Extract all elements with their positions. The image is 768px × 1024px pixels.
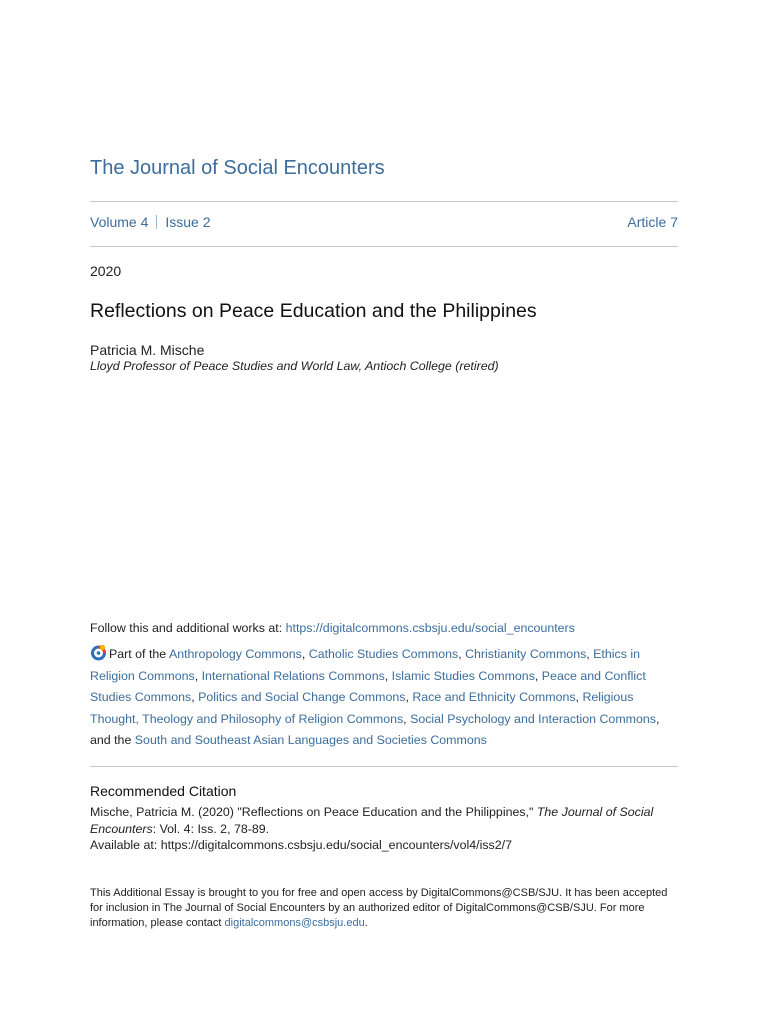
citation-text-after: : Vol. 4: Iss. 2, 78-89. [152, 821, 270, 836]
issue-link[interactable]: Issue 2 [165, 214, 211, 230]
publication-year: 2020 [90, 263, 122, 279]
contact-email-link[interactable]: digitalcommons@csbsju.edu [224, 917, 365, 929]
collection-url-link[interactable]: https://digitalcommons.csbsju.edu/social_encounters [285, 621, 575, 635]
journal-title-link[interactable]: The Journal of Social Encounters [90, 157, 385, 179]
footer-text: This Additional Essay is brought to you for free and open access by DigitalCommons@CSB/SJU. It has been accepted for inclusion in The Journal of Social Encounters by an authorized editor of DigitalCommons@CSB/SJU. For more information, please contact [90, 887, 668, 929]
volume-issue-row [90, 214, 678, 230]
footer-end: . [364, 917, 368, 929]
footer-notice [90, 886, 678, 931]
author-affiliation: Lloyd Professor of Peace Studies and World Law, Antioch College (retired) [90, 359, 499, 373]
part-of-commons: Part of the Anthropology Commons, Catholic Studies Commons, Christianity Commons, Ethics in Religion Commons, International Relations Commons, Islamic Studies Commons, Peace and Conflict Studies Commons, Politics and Social Change Commons, Race and Ethnicity Commons, Religious Thought, Theology and Philosophy of Religion Commons, Social Psychology and Interaction Commons, and the South and Southeast Asian Languages and Societies Commons [90, 644, 678, 752]
top-divider [90, 201, 678, 202]
author-name: Patricia M. Mische [90, 342, 205, 358]
follow-line [90, 621, 575, 635]
commons-link-anthropology[interactable]: Anthropology Commons [168, 647, 302, 661]
citation-journal: The Journal of Social Encounters [90, 805, 654, 836]
part-of-prefix: Part of the [109, 647, 169, 661]
citation-divider [90, 766, 678, 767]
commons-link-ethics-in-religion[interactable]: Ethics in Religion Commons [90, 647, 640, 683]
commons-link-politics-social-change[interactable]: Politics and Social Change Commons [198, 690, 406, 704]
volume-issue-separator [156, 215, 157, 229]
commons-link-islamic-studies[interactable]: Islamic Studies Commons [391, 668, 535, 683]
and-the-text: and the [90, 733, 135, 747]
follow-label: Follow this and additional works at: [90, 621, 286, 635]
citation-heading: Recommended Citation [90, 783, 237, 799]
commons-link-international-relations[interactable]: International Relations Commons [201, 668, 385, 683]
citation-text-before: Mische, Patricia M. (2020) "Reflections on Peace Education and the Philippines," [90, 805, 537, 819]
commons-link-christianity[interactable]: Christianity Commons [465, 647, 587, 661]
commons-link-catholic-studies[interactable]: Catholic Studies Commons [308, 647, 459, 661]
citation-available: Available at: https://digitalcommons.csbsju.edu/social_encounters/vol4/iss2/7 [90, 838, 512, 852]
commons-link-south-southeast-asian[interactable]: South and Southeast Asian Languages and Societies Commons [134, 733, 487, 747]
citation-block [90, 804, 678, 854]
network-commons-icon [90, 644, 107, 661]
commons-link-race-ethnicity[interactable]: Race and Ethnicity Commons [412, 690, 576, 704]
header-divider [90, 246, 678, 247]
volume-link[interactable]: Volume 4 [90, 214, 149, 230]
commons-link-religious-thought[interactable]: Religious Thought, Theology and Philosophy of Religion Commons [90, 690, 634, 726]
commons-link-social-psychology[interactable]: Social Psychology and Interaction Commons [410, 711, 656, 726]
article-title: Reflections on Peace Education and the Philippines [90, 300, 537, 322]
commons-link-peace-and-conflict[interactable]: Peace and Conflict Studies Commons [90, 668, 646, 704]
article-link[interactable]: Article 7 [627, 214, 678, 230]
